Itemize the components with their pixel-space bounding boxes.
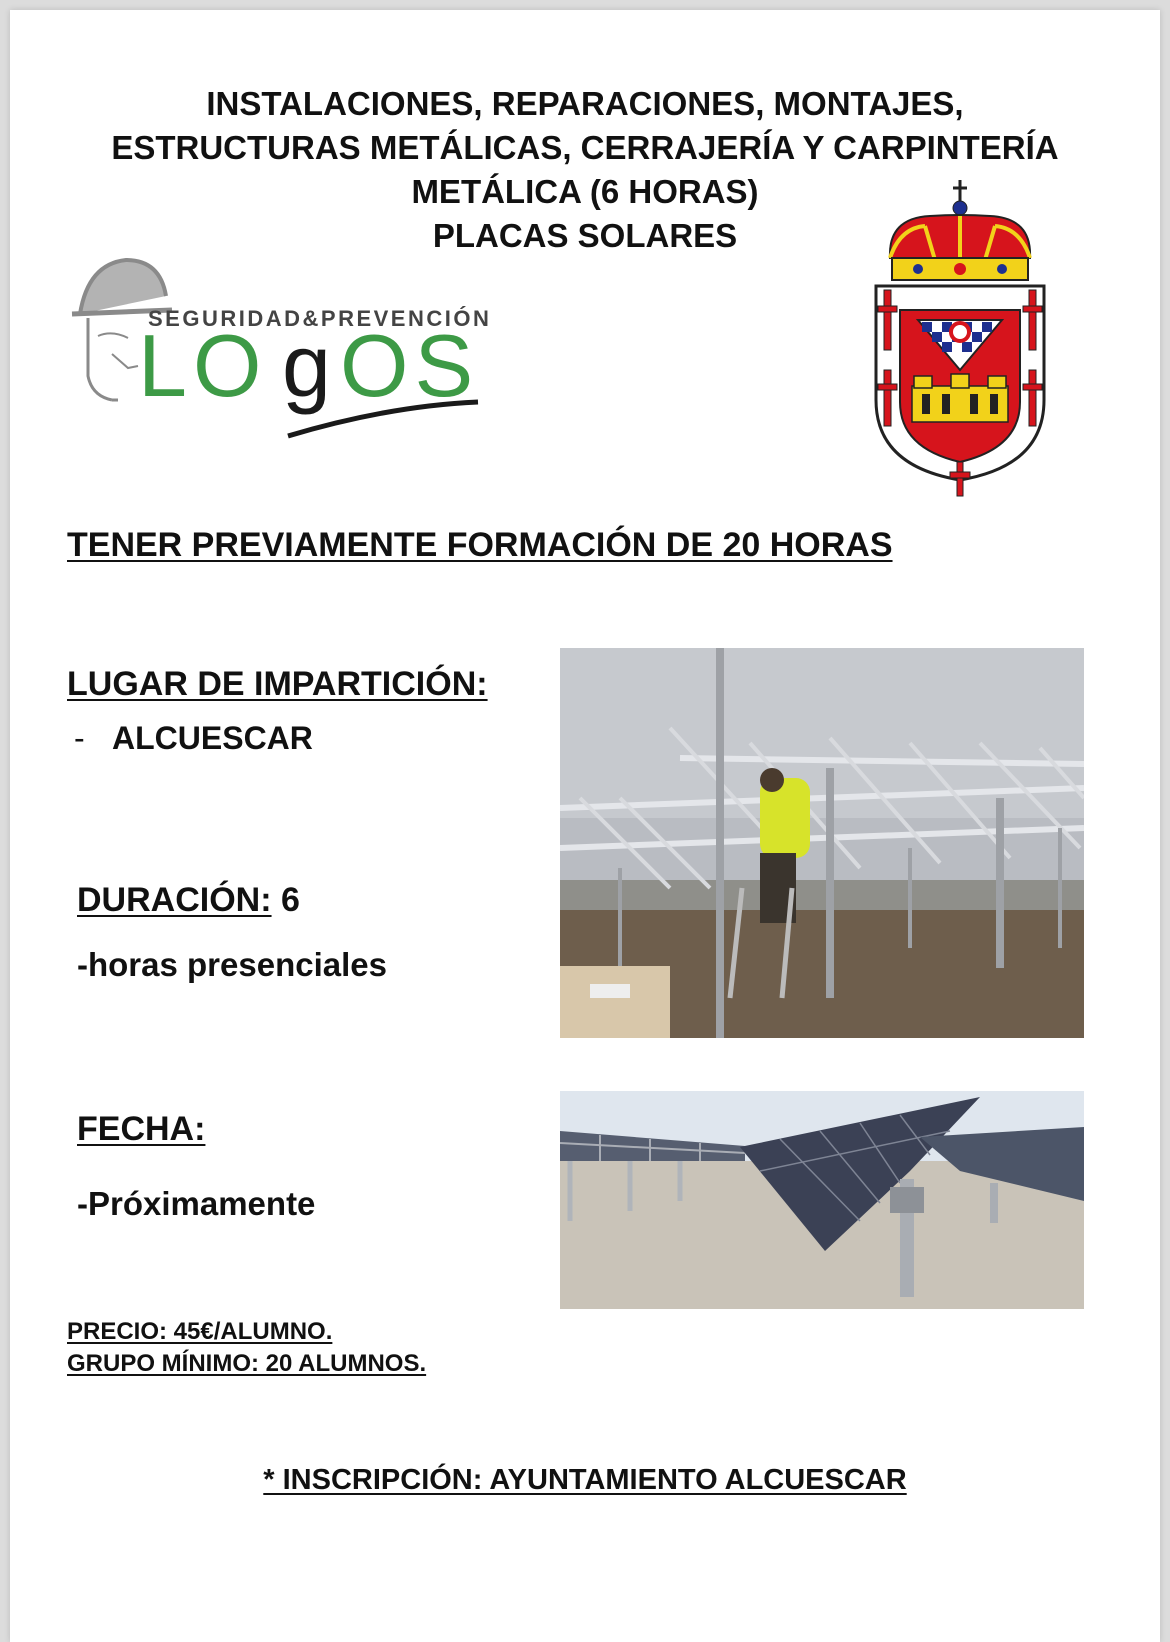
prerequisite-notice: TENER PREVIAMENTE FORMACIÓN DE 20 HORAS bbox=[67, 526, 893, 564]
duration-line bbox=[77, 881, 300, 920]
location-item bbox=[74, 720, 313, 757]
date-heading: FECHA: bbox=[77, 1110, 206, 1148]
title-line-4: PLACAS SOLARES bbox=[432, 217, 738, 254]
logo-name-os: OS bbox=[340, 316, 480, 415]
title-line-2: ESTRUCTURAS METÁLICAS, CERRAJERÍA Y CARPINTERÍA bbox=[111, 129, 1059, 166]
logo-name-g: g bbox=[282, 316, 331, 415]
location-heading: LUGAR DE IMPARTICIÓN: bbox=[67, 665, 488, 703]
solar-structure-photo bbox=[560, 648, 1084, 1038]
list-dash: - bbox=[74, 720, 85, 756]
duration-detail: -horas presenciales bbox=[77, 946, 387, 983]
min-group-text: GRUPO MÍNIMO: 20 ALUMNOS. bbox=[67, 1350, 427, 1377]
coat-of-arms-icon bbox=[870, 180, 1050, 500]
flyer-page bbox=[10, 10, 1160, 1642]
title-line-3: METÁLICA (6 HORAS) bbox=[411, 173, 759, 210]
title-line-1: INSTALACIONES, REPARACIONES, MONTAJES, bbox=[206, 85, 964, 122]
logos-company-logo bbox=[68, 256, 518, 466]
registration-text: * INSCRIPCIÓN: AYUNTAMIENTO ALCUESCAR bbox=[263, 1464, 907, 1496]
pricing-block bbox=[67, 1316, 426, 1380]
logo-name-lo: LO bbox=[138, 316, 268, 415]
location-place: ALCUESCAR bbox=[112, 720, 313, 756]
logo-tagline: SEGURIDAD&PREVENCIÓN bbox=[148, 306, 492, 331]
price-text: PRECIO: 45€/ALUMNO. bbox=[67, 1318, 333, 1345]
registration-notice bbox=[10, 1464, 1160, 1497]
duration-label: DURACIÓN: bbox=[77, 881, 272, 919]
date-detail: -Próximamente bbox=[77, 1185, 316, 1222]
solar-panels-photo bbox=[560, 1091, 1084, 1309]
duration-value: 6 bbox=[281, 881, 300, 919]
crown-icon bbox=[890, 180, 1030, 280]
